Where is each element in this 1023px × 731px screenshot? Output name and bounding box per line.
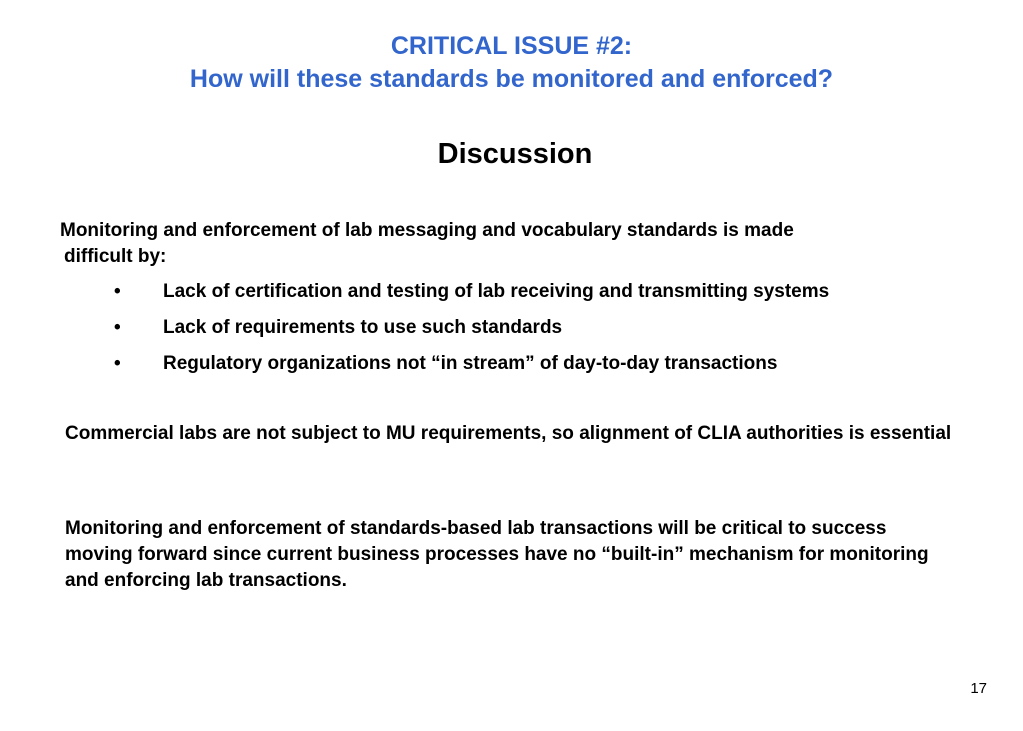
commercial-labs-paragraph: Commercial labs are not subject to MU requirements, so alignment of CLIA authorities is essential [65,423,952,444]
title-line-2: How will these standards be monitored and enforced? [189,65,834,93]
section-heading: Discussion [437,138,593,170]
monitoring-paragraph: Monitoring and enforcement of standards-based lab transactions will be critical to success moving forward since current business processes have no “built-in” mechanism for monitoring and enforcing lab transactions. [65,518,929,591]
bullet-list [0,278,1023,386]
bullet-text: Lack of certification and testing of lab receiving and transmitting systems [163,281,830,302]
bullet-item [0,278,1023,314]
bullet-marker: • [114,281,121,302]
bullet-item [0,350,1023,386]
bullet-marker: • [114,317,121,338]
intro-paragraph [60,218,960,270]
page-number: 17 [970,680,987,697]
bullet-item [0,314,1023,350]
intro-line-2: difficult by: [64,246,167,267]
bullet-text: Regulatory organizations not “in stream” of day-to-day transactions [163,353,778,374]
intro-line-1: Monitoring and enforcement of lab messaging and vocabulary standards is made [60,220,794,241]
slide-title [0,30,1023,96]
bullet-marker: • [114,353,121,374]
title-line-1: CRITICAL ISSUE #2: [390,32,633,60]
bullet-text: Lack of requirements to use such standards [163,317,563,338]
